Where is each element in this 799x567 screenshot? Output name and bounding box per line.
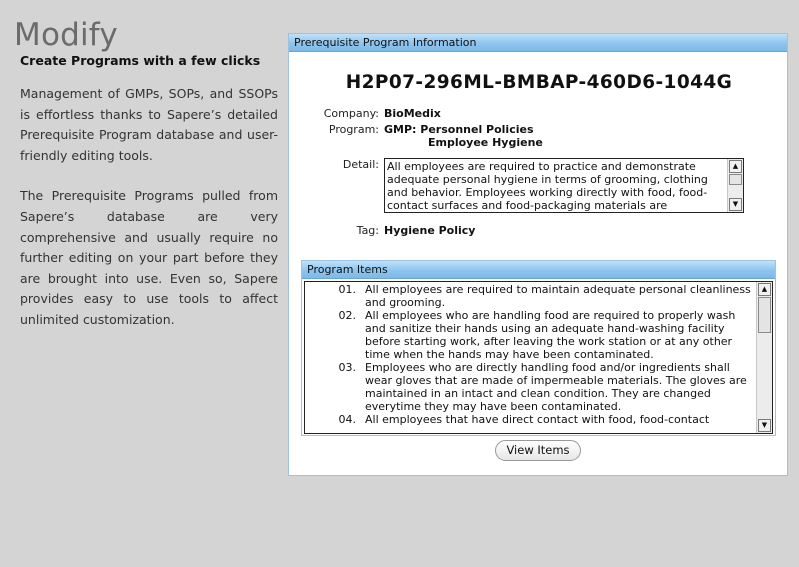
items-list-content [307, 283, 753, 432]
detail-text: All employees are required to practice and demonstrate adequate personal hygiene in terms of grooming, clothing and behavior. Employees working directly with food, food-contact surfaces and food-packaging materials are [387, 160, 708, 212]
items-scrollbar[interactable] [756, 282, 772, 433]
item-number: 02. [338, 309, 356, 322]
program-info-panel [288, 33, 788, 476]
intro-paragraph: Management of GMPs, SOPs, and SSOPs is effortless thanks to Sapere’s detailed Prerequisite Program database and user-friendly editing tools. [20, 86, 278, 163]
intro-paragraph: The Prerequisite Programs pulled from Sapere’s database are very comprehensive and usually require no further editing on your part before they are brought into use. Even so, Sapere provides easy to use tools to affect unlimited customization. [20, 188, 278, 327]
tag-value: Hygiene Policy [384, 224, 476, 237]
program-value: GMP: Personnel Policies [384, 123, 534, 136]
triangle-down-icon[interactable]: ▼ [758, 419, 771, 432]
item-number: 03. [338, 361, 356, 374]
program-items-header: Program Items [302, 261, 775, 279]
program-code: H2P07-296ML-BMBAP-460D6-1044G [345, 72, 733, 93]
company-value: BioMedix [384, 107, 441, 120]
triangle-down-icon[interactable]: ▼ [729, 198, 742, 211]
items-scroll-thumb[interactable] [758, 297, 771, 333]
program-label: Program: [328, 123, 379, 136]
item-text: All employees who are handling food are required to properly wash and sanitize their hands using an adequate hand-washing facility before starting work, after leaving the work station or at any other time when the hands may have been contaminated. [365, 309, 736, 361]
list-item [307, 361, 753, 413]
company-label: Company: [323, 107, 379, 120]
panel-header: Prerequisite Program Information [289, 34, 787, 52]
item-number: 04. [338, 413, 356, 426]
item-number: 01. [338, 283, 356, 296]
view-items-button[interactable]: View Items [495, 440, 581, 461]
page-subtitle: Create Programs with a few clicks [20, 53, 261, 68]
intro-text [20, 84, 278, 351]
triangle-up-icon[interactable]: ▲ [758, 283, 771, 296]
page-title: Modify [14, 17, 118, 53]
detail-scrollbar[interactable] [727, 159, 743, 212]
program-items-panel [301, 260, 776, 436]
item-text: All employees are required to maintain adequate personal cleanliness and grooming. [365, 283, 751, 309]
detail-scroll-thumb[interactable] [729, 174, 742, 185]
detail-label: Detail: [342, 158, 379, 171]
item-text: Employees who are directly handling food and/or ingredients shall wear gloves that are made of impermeable materials. The gloves are maintained in an intact and clean condition. They are changed everytime they may have been contaminated. [365, 361, 747, 413]
triangle-up-icon[interactable]: ▲ [729, 160, 742, 173]
list-item [307, 413, 753, 426]
tag-label: Tag: [356, 224, 379, 237]
program-items-list[interactable] [304, 281, 773, 434]
list-item [307, 283, 753, 309]
detail-textarea[interactable] [384, 158, 744, 213]
item-text: All employees that have direct contact with food, food-contact [365, 413, 710, 426]
list-item [307, 309, 753, 361]
program-subvalue: Employee Hygiene [428, 136, 543, 149]
